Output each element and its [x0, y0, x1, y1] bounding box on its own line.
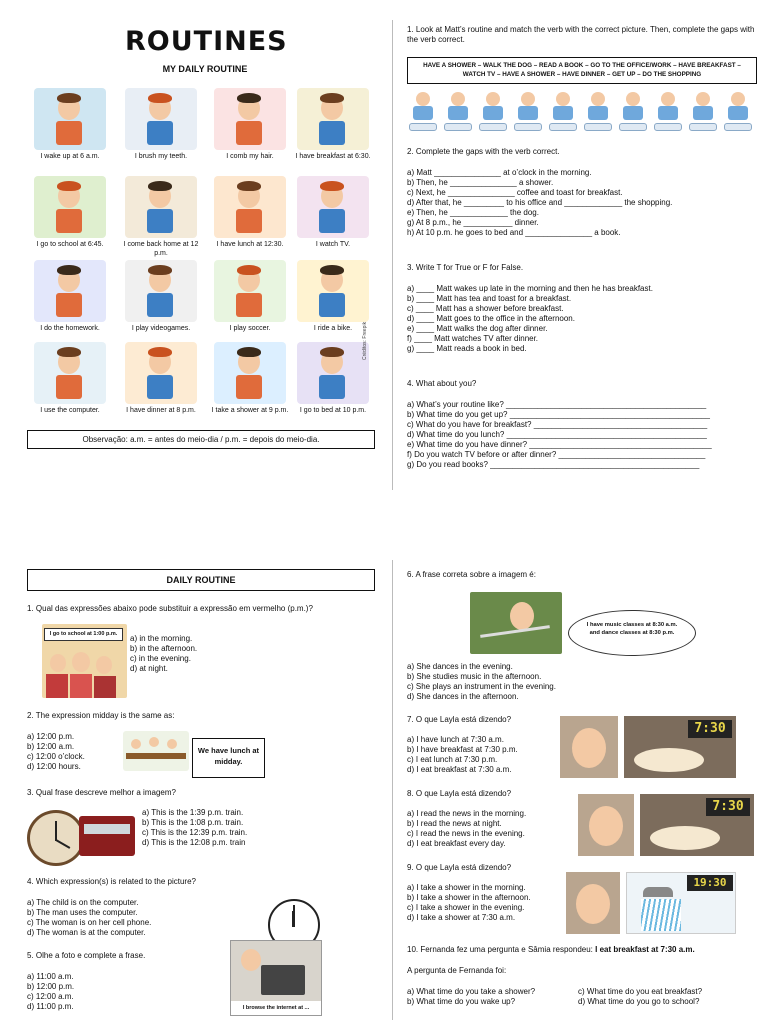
rb-q10-options-left: [407, 987, 535, 1007]
child-hair: [237, 93, 261, 103]
clock-hand: [292, 911, 295, 927]
matt-picture: [547, 88, 579, 132]
matt-face: [696, 92, 710, 106]
school-kids-photo: [42, 624, 127, 698]
option-c[interactable]: c) in the evening.: [130, 654, 191, 663]
thought-bubble: [568, 610, 696, 656]
train-icon: [79, 816, 135, 856]
option-d[interactable]: d) 11:00 p.m.: [27, 1002, 74, 1011]
q10-pre: 10. Fernanda fez uma pergunta e Sâmia respondeu:: [407, 945, 596, 954]
answer-box[interactable]: [444, 123, 472, 131]
verb-box-text: HAVE A SHOWER – WALK THE DOG – READ A BOOK – GO TO THE OFFICE/WORK – HAVE BREAKFAST – WATCH TV – HAVE A SHOWER – HAVE DINNER – GET UP – DO THE SHOPPING: [423, 62, 741, 78]
option-a[interactable]: a) I read the news in the morning.: [407, 809, 527, 818]
matt-face: [556, 92, 570, 106]
breakfast-photo: [640, 794, 754, 856]
matt-face: [486, 92, 500, 106]
q2-line[interactable]: h) At 10 p.m. he goes to bed and _______________ a book.: [407, 228, 621, 237]
water-drops: [641, 899, 681, 931]
routine-cell: [27, 88, 113, 162]
woman-laptop-photo: [230, 940, 322, 1016]
matt-face: [591, 92, 605, 106]
child-hair: [148, 347, 172, 357]
answer-box[interactable]: [724, 123, 752, 131]
option-b[interactable]: b) in the afternoon.: [130, 644, 198, 653]
child-body: [319, 209, 345, 233]
clock-train-photo: [27, 808, 135, 866]
child-hair: [237, 181, 261, 191]
child-hair: [57, 265, 81, 275]
option-c[interactable]: c) 12:00 a.m.: [27, 992, 74, 1001]
rb-q9-prompt: 9. O que Layla está dizendo?: [407, 863, 512, 872]
q3-lines: [407, 284, 757, 354]
child-hair: [320, 93, 344, 103]
routine-label: I come back home at 12 p.m.: [123, 241, 199, 257]
bike-icon: [297, 260, 369, 322]
option-c[interactable]: c) What time do you eat breakfast?: [578, 987, 703, 996]
q4-line[interactable]: b) What time do you get up? _____________________________________________: [407, 410, 710, 419]
wall-clock-icon: [27, 810, 85, 866]
breakfast-icon: [297, 88, 369, 150]
option-a[interactable]: a) What time do you take a shower?: [407, 987, 536, 996]
photo-sign: I go to school at 1:00 p.m.: [44, 628, 123, 641]
plate-icon: [634, 748, 704, 772]
routine-cell: [27, 176, 113, 250]
option-b[interactable]: b) I read the news at night.: [407, 819, 502, 828]
layla-photo: [560, 716, 618, 778]
child-body: [147, 293, 173, 317]
q3-line[interactable]: f) ____ Matt watches TV after dinner.: [407, 334, 539, 343]
option-b[interactable]: b) I have breakfast at 7:30 p.m.: [407, 745, 518, 754]
option-d[interactable]: d) 12:00 hours.: [27, 762, 81, 771]
clock-hand: [56, 839, 71, 849]
matt-picture: [407, 88, 439, 132]
child-body: [56, 121, 82, 145]
routine-label: I do the homework.: [40, 325, 100, 332]
child-hair: [237, 265, 261, 275]
child-body: [147, 375, 173, 399]
tv-icon: [297, 176, 369, 238]
page-title: ROUTINES: [125, 26, 288, 57]
woman-face: [241, 949, 261, 971]
matt-face: [626, 92, 640, 106]
matt-picture: [652, 88, 684, 132]
q3-line[interactable]: c) ____ Matt has a shower before breakfast.: [407, 304, 564, 313]
person-face: [167, 739, 177, 749]
q3-line[interactable]: b) ____ Matt has tea and toast for a breakfast.: [407, 294, 572, 303]
rb-q10-ask: A pergunta de Fernanda foi:: [407, 966, 507, 975]
lb-q5-options: [27, 972, 74, 1012]
routine-label: I watch TV.: [315, 241, 351, 248]
lb-q4-prompt: 4. Which expression(s) is related to the picture?: [27, 877, 196, 886]
soccer-icon: [214, 260, 286, 322]
option-c[interactable]: c) 12:00 o’clock.: [27, 752, 85, 761]
option-d[interactable]: d) This is the 12:08 p.m. train: [142, 838, 246, 847]
divider-bottom: [392, 560, 393, 1020]
option-d[interactable]: d) I eat breakfast every day.: [407, 839, 506, 848]
routine-label: I brush my teeth.: [134, 153, 188, 160]
option-b[interactable]: b) She studies music in the afternoon.: [407, 672, 542, 681]
backpack: [94, 676, 116, 698]
page-subtitle: MY DAILY ROUTINE: [162, 64, 248, 74]
q1-prompt: 1. Look at Matt’s routine and match the verb with the correct picture. Then, complete the gaps with the verb correct.: [407, 25, 755, 44]
speech-bubble: [192, 738, 265, 778]
lunch-table-illustration: [123, 731, 189, 771]
routine-cell: [118, 342, 204, 416]
backpack: [46, 674, 68, 698]
child-body: [56, 209, 82, 233]
q2-prompt: 2. Complete the gaps with the verb correct.: [407, 147, 560, 156]
speech-bubble-text: We have lunch at midday.: [197, 746, 260, 766]
lb-q2-options: [27, 732, 85, 772]
option-c[interactable]: c) I eat lunch at 7:30 p.m.: [407, 755, 498, 764]
child-body: [236, 293, 262, 317]
routine-cell: [290, 88, 376, 162]
rb-q7-options: [407, 735, 518, 775]
option-b[interactable]: b) What time do you wake up?: [407, 997, 516, 1006]
routine-label: I use the computer.: [40, 407, 100, 414]
routine-cell: [290, 176, 376, 250]
matt-body: [588, 106, 608, 120]
q4-line[interactable]: f) Do you watch TV before or after dinner? _________________________________: [407, 450, 706, 459]
child-body: [236, 209, 262, 233]
child-body: [319, 293, 345, 317]
routine-cell: [27, 260, 113, 334]
child-body: [147, 121, 173, 145]
child-body: [56, 375, 82, 399]
lb-q1-prompt: 1. Qual das expressões abaixo pode substituir a expressão em vermelho (p.m.)?: [27, 604, 313, 613]
option-a[interactable]: a) in the morning.: [130, 634, 193, 643]
option-d[interactable]: d) She dances in the afternoon.: [407, 692, 519, 701]
option-a[interactable]: a) I take a shower in the morning.: [407, 883, 526, 892]
comb-icon: [214, 88, 286, 150]
matt-picture: [512, 88, 544, 132]
rb-q10-prompt: [407, 945, 762, 955]
matt-body: [728, 106, 748, 120]
lb-q4-options: [27, 898, 151, 938]
matt-picture: [617, 88, 649, 132]
q2-line[interactable]: a) Matt _______________ at o’clock in the morning.: [407, 168, 592, 177]
option-d[interactable]: d) at night.: [130, 664, 168, 673]
thought-bubble-text: I have music classes at 8:30 a.m. and dance classes at 8:30 p.m.: [586, 622, 678, 636]
option-a[interactable]: a) This is the 1:39 p.m. train.: [142, 808, 244, 817]
lunch-icon: [214, 176, 286, 238]
q4-prompt: 4. What about you?: [407, 379, 477, 388]
plate-icon: [650, 826, 720, 850]
q2-line[interactable]: g) At 8 p.m., he ___________ dinner.: [407, 218, 539, 227]
q3-line[interactable]: g) ____ Matt reads a book in bed.: [407, 344, 527, 353]
option-c[interactable]: c) She plays an instrument in the evening.: [407, 682, 556, 691]
matt-body: [553, 106, 573, 120]
option-d[interactable]: d) I take a shower at 7:30 a.m.: [407, 913, 516, 922]
routine-label: I comb my hair.: [226, 153, 274, 160]
kid-face: [96, 656, 112, 674]
matt-face: [661, 92, 675, 106]
answer-box[interactable]: [584, 123, 612, 131]
lb-q2-prompt: 2. The expression midday is the same as:: [27, 711, 175, 720]
routine-label: I go to bed at 10 p.m.: [299, 407, 367, 414]
routine-label: I take a shower at 9 p.m.: [211, 407, 289, 414]
option-b[interactable]: b) This is the 1:08 p.m. train.: [142, 818, 244, 827]
child-body: [236, 121, 262, 145]
person-face: [149, 737, 159, 747]
flute-girl-photo: [470, 592, 562, 654]
matt-picture: [687, 88, 719, 132]
matt-picture: [442, 88, 474, 132]
q2-line[interactable]: b) Then, he _______________ a shower.: [407, 178, 554, 187]
matt-picture: [722, 88, 754, 132]
q3-prompt: 3. Write T for True or F for False.: [407, 263, 524, 272]
routine-label: I have breakfast at 6:30.: [295, 153, 371, 160]
child-hair: [57, 93, 81, 103]
q3-line[interactable]: d) ____ Matt goes to the office in the afternoon.: [407, 314, 575, 323]
matt-body: [483, 106, 503, 120]
matt-face: [521, 92, 535, 106]
routine-cell: [27, 342, 113, 416]
q10-answer: I eat breakfast at 7:30 a.m.: [595, 945, 695, 954]
option-b[interactable]: b) I take a shower in the afternoon.: [407, 893, 531, 902]
rb-q6-prompt: 6. A frase correta sobre a imagem é:: [407, 570, 536, 579]
option-c[interactable]: c) I take a shower in the evening.: [407, 903, 525, 912]
q4-line[interactable]: a) What’s your routine like? _____________________________________________: [407, 400, 707, 409]
rb-q9-options: [407, 883, 531, 923]
rb-q7-prompt: 7. O que Layla está dizendo?: [407, 715, 512, 724]
option-d[interactable]: d) I eat breakfast at 7:30 a.m.: [407, 765, 512, 774]
q2-lines: [407, 168, 757, 238]
verb-box: [407, 57, 757, 84]
answer-box[interactable]: [409, 123, 437, 131]
layla-face: [576, 884, 610, 924]
homework-icon: [34, 260, 106, 322]
option-a[interactable]: a) The child is on the computer.: [27, 898, 139, 907]
photo-caption: I browse the internet at ...: [231, 1001, 321, 1015]
table-top: [126, 753, 186, 759]
note-box: [27, 430, 375, 449]
videogame-icon: [125, 260, 197, 322]
rb-q8-options: [407, 809, 526, 849]
matt-picture: [477, 88, 509, 132]
note-text: Observação: a.m. = antes do meio-dia / p.m. = depois do meio-dia.: [82, 435, 320, 444]
child-hair: [57, 347, 81, 357]
routine-cell: [118, 88, 204, 162]
child-body: [319, 375, 345, 399]
child-body: [236, 375, 262, 399]
q4-line[interactable]: c) What do you have for breakfast? _______________________________________: [407, 420, 708, 429]
q4-line[interactable]: g) Do you read books? _______________________________________________: [407, 460, 700, 469]
q4-lines: [407, 400, 759, 470]
lb-q3-prompt: 3. Qual frase descreve melhor a imagem?: [27, 788, 176, 797]
section-header: [27, 569, 375, 591]
routine-cell: [207, 260, 293, 334]
layla-face: [572, 728, 606, 768]
credit: Créditos: Freepik: [362, 321, 368, 360]
child-hair: [237, 347, 261, 357]
child-body: [147, 209, 173, 233]
child-hair: [320, 265, 344, 275]
option-d[interactable]: d) What time do you go to school?: [578, 997, 700, 1006]
q4-line[interactable]: e) What time do you have dinner? _________________________________________: [407, 440, 712, 449]
answer-box[interactable]: [619, 123, 647, 131]
option-a[interactable]: a) She dances in the evening.: [407, 662, 513, 671]
digital-clock: 7:30: [688, 720, 732, 738]
answer-box[interactable]: [654, 123, 682, 131]
lb-q3-options: [142, 808, 247, 848]
child-body: [319, 121, 345, 145]
home-icon: [125, 176, 197, 238]
matt-body: [658, 106, 678, 120]
routine-cell: [118, 176, 204, 259]
routine-cell: [118, 260, 204, 334]
option-a[interactable]: a) 11:00 a.m.: [27, 972, 74, 981]
matt-picture: [582, 88, 614, 132]
matt-face: [416, 92, 430, 106]
option-b[interactable]: b) 12:00 p.m.: [27, 982, 75, 991]
lb-q1-options: [130, 634, 197, 674]
laptop-icon: [261, 965, 305, 995]
person-face: [131, 739, 141, 749]
q2-line[interactable]: e) Then, he _____________ the dog.: [407, 208, 539, 217]
kid-face: [72, 652, 90, 672]
lb-q5-prompt: 5. Olhe a foto e complete a frase.: [27, 951, 146, 960]
rb-q6-options: [407, 662, 556, 702]
breakfast-photo: [624, 716, 736, 778]
child-hair: [320, 347, 344, 357]
shower-photo: [626, 872, 736, 934]
answer-box[interactable]: [689, 123, 717, 131]
answer-box[interactable]: [479, 123, 507, 131]
child-body: [56, 293, 82, 317]
option-b[interactable]: b) The man uses the computer.: [27, 908, 138, 917]
matt-body: [518, 106, 538, 120]
q4-line[interactable]: d) What time do you lunch? _____________________________________________: [407, 430, 707, 439]
matt-body: [413, 106, 433, 120]
kid-face: [50, 654, 66, 672]
rb-q10-options-right: [578, 987, 702, 1007]
child-hair: [57, 181, 81, 191]
q2-line[interactable]: d) After that, he _________ to his office and _____________ the shopping.: [407, 198, 673, 207]
routine-label: I go to school at 6:45.: [36, 241, 104, 248]
matt-face: [451, 92, 465, 106]
rb-q8-prompt: 8. O que Layla está dizendo?: [407, 789, 512, 798]
bed-icon: [34, 88, 106, 150]
option-b[interactable]: b) 12:00 a.m.: [27, 742, 75, 751]
train-window: [84, 824, 130, 834]
answer-box[interactable]: [514, 123, 542, 131]
answer-box[interactable]: [549, 123, 577, 131]
dinner-icon: [125, 342, 197, 404]
divider-top: [392, 20, 393, 490]
q2-line[interactable]: c) Next, he _______________ coffee and toast for breakfast.: [407, 188, 623, 197]
routine-label: I have lunch at 12:30.: [216, 241, 284, 248]
matt-body: [693, 106, 713, 120]
matt-body: [623, 106, 643, 120]
routine-label: I play soccer.: [229, 325, 271, 332]
option-a[interactable]: a) I have lunch at 7:30 a.m.: [407, 735, 504, 744]
child-hair: [148, 265, 172, 275]
q3-line[interactable]: a) ____ Matt wakes up late in the morning and then he has breakfast.: [407, 284, 653, 293]
matt-picture-strip: [407, 88, 757, 132]
computer-icon: [34, 342, 106, 404]
routine-label: I have dinner at 8 p.m.: [126, 407, 196, 414]
digital-clock: 19:30: [687, 875, 733, 891]
layla-photo: [578, 794, 634, 856]
toothbrush-icon: [125, 88, 197, 150]
backpack: [70, 674, 92, 698]
routine-cell: [207, 88, 293, 162]
shower-head-icon: [643, 887, 673, 897]
option-a[interactable]: a) 12:00 p.m.: [27, 732, 75, 741]
child-hair: [320, 181, 344, 191]
school-icon: [34, 176, 106, 238]
routine-label: I play videogames.: [131, 325, 191, 332]
routine-cell: [207, 342, 293, 416]
girl-face: [510, 602, 534, 630]
q3-line[interactable]: e) ____ Matt walks the dog after dinner.: [407, 324, 548, 333]
child-hair: [148, 181, 172, 191]
routine-cell: [207, 176, 293, 250]
option-c[interactable]: c) The woman is on her cell phone.: [27, 918, 152, 927]
layla-photo: [566, 872, 620, 934]
matt-face: [731, 92, 745, 106]
digital-clock: 7:30: [706, 798, 750, 816]
option-c[interactable]: c) I read the news in the evening.: [407, 829, 525, 838]
option-d[interactable]: d) The woman is at the computer.: [27, 928, 146, 937]
child-hair: [148, 93, 172, 103]
matt-body: [448, 106, 468, 120]
option-c[interactable]: c) This is the 12:39 p.m. train.: [142, 828, 248, 837]
sleep-icon: [297, 342, 369, 404]
shower-icon: [214, 342, 286, 404]
routine-label: I ride a bike.: [313, 325, 353, 332]
layla-face: [589, 806, 623, 846]
section-header-text: DAILY ROUTINE: [166, 575, 236, 585]
routine-label: I wake up at 6 a.m.: [40, 153, 100, 160]
